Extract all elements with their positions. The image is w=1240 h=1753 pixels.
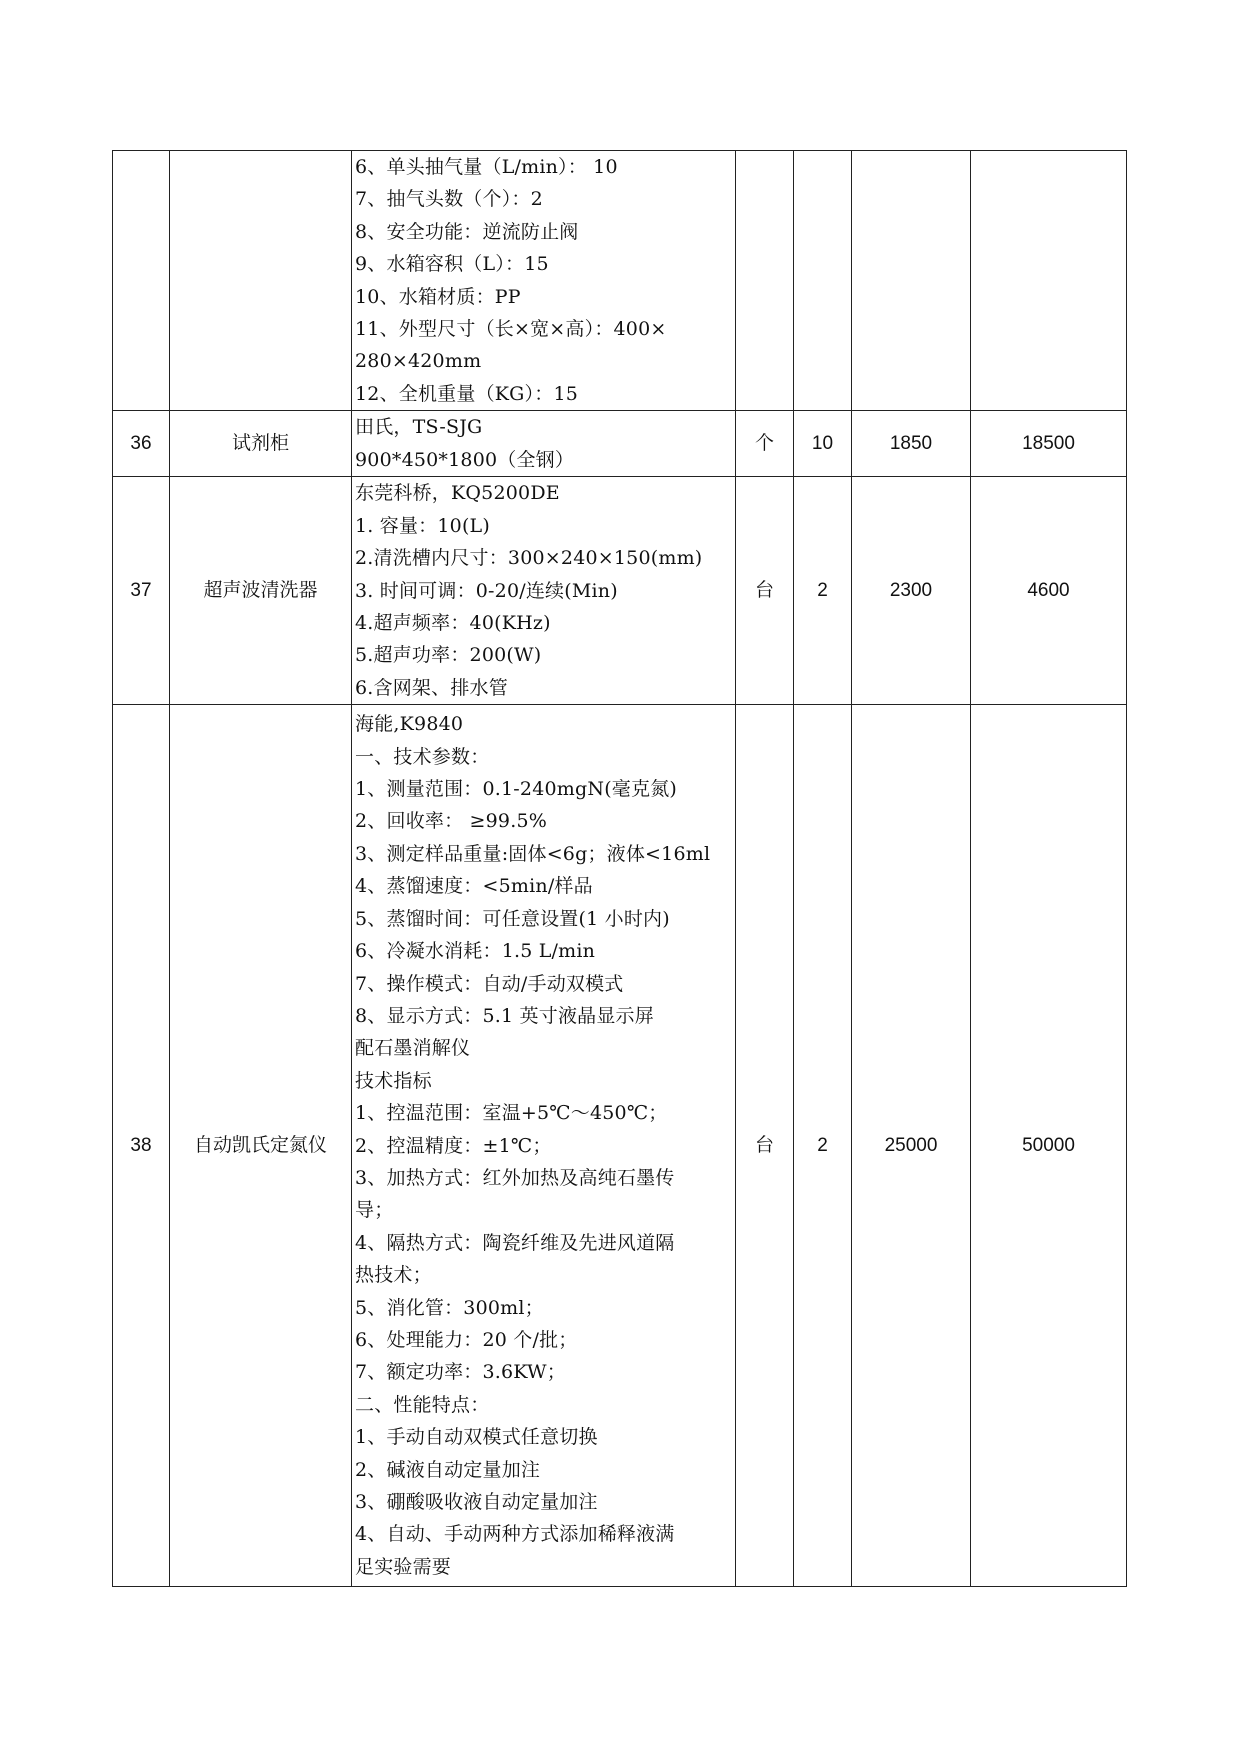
spec-line: 2、回收率： ≥99.5% [355,810,548,833]
item-name: 超声波清洗器 [170,477,352,705]
item-total-price [971,151,1127,411]
spec-line: 1、测量范围：0.1-240mgN(毫克氮) [355,778,678,801]
item-name [170,151,352,411]
spec-line: 东莞科桥，KQ5200DE [355,482,560,505]
item-quantity [794,151,852,411]
spec-line: 900*450*1800（全钢） [355,448,575,471]
spec-line: 4、隔热方式：陶瓷纤维及先进风道隔 [355,1231,675,1254]
spec-line: 4.超声频率：40(KHz) [355,611,551,634]
spec-line: 2、控温精度：±1℃； [355,1134,552,1157]
item-unit-price: 2300 [852,477,971,705]
item-spec [352,411,736,477]
item-number: 36 [113,411,170,477]
item-total-price: 18500 [971,411,1127,477]
item-unit-price: 1850 [852,411,971,477]
spec-line: 1、控温范围：室温+5℃～450℃； [355,1102,668,1125]
item-quantity: 2 [794,705,852,1587]
spec-line: 导； [355,1199,394,1222]
spec-line: 足实验需要 [355,1555,452,1578]
spec-line: 技术指标 [355,1069,432,1092]
spec-line: 12、全机重量（KG）：15 [355,382,579,405]
table-row [113,151,1127,411]
spec-line: 2、碱液自动定量加注 [355,1458,541,1481]
spec-line: 1、手动自动双模式任意切换 [355,1426,598,1449]
spec-line: 3、测定样品重量:固体<6g；液体<16ml [355,842,711,865]
table-row [113,411,1127,477]
item-spec [352,705,736,1587]
spec-line: 280×420mm [355,350,482,373]
spec-line: 7、额定功率：3.6KW； [355,1361,566,1384]
spec-line: 8、显示方式：5.1 英寸液晶显示屏 [355,1004,654,1027]
spec-line: 2.清洗槽内尺寸：300×240×150(mm) [355,547,703,570]
spec-line: 6、冷凝水消耗：1.5 L/min [355,940,596,963]
item-quantity: 2 [794,477,852,705]
item-unit: 台 [736,705,794,1587]
item-number: 38 [113,705,170,1587]
spec-line: 6、处理能力：20 个/批； [355,1328,578,1351]
spec-line: 4、自动、手动两种方式添加稀释液满 [355,1523,675,1546]
spec-line: 海能,K9840 [355,713,464,736]
spec-line: 6.含网架、排水管 [355,676,508,699]
spec-line: 10、水箱材质：PP [355,285,521,308]
spec-line: 3. 时间可调：0-20/连续(Min) [355,579,618,602]
item-unit-price [852,151,971,411]
spec-line: 11、外型尺寸（长×宽×高）：400× [355,318,667,341]
spec-line: 二、性能特点： [355,1393,490,1416]
item-spec [352,477,736,705]
equipment-spec-table [112,150,1127,1587]
spec-line: 7、抽气头数（个）：2 [355,188,543,211]
item-number: 37 [113,477,170,705]
spec-line: 一、技术参数： [355,745,490,768]
item-quantity: 10 [794,411,852,477]
item-number [113,151,170,411]
spec-line: 5、消化管：300ml； [355,1296,544,1319]
spec-line: 8、安全功能：逆流防止阀 [355,220,579,243]
item-name: 试剂柜 [170,411,352,477]
item-unit: 个 [736,411,794,477]
table-row [113,705,1127,1587]
item-total-price: 50000 [971,705,1127,1587]
table-row [113,477,1127,705]
spec-line: 9、水箱容积（L）：15 [355,253,549,276]
spec-line: 配石墨消解仪 [355,1037,471,1060]
item-unit-price: 25000 [852,705,971,1587]
spec-line: 3、硼酸吸收液自动定量加注 [355,1491,598,1514]
item-unit [736,151,794,411]
item-unit: 台 [736,477,794,705]
item-name: 自动凯氏定氮仪 [170,705,352,1587]
item-spec [352,151,736,411]
spec-line: 热技术； [355,1264,432,1287]
spec-line: 5.超声功率：200(W) [355,644,542,667]
spec-line: 4、蒸馏速度：<5min/样品 [355,875,593,898]
spec-line: 田氏，TS-SJG [355,416,483,439]
item-total-price: 4600 [971,477,1127,705]
spec-line: 1. 容量：10(L) [355,514,490,537]
spec-line: 3、加热方式：红外加热及高纯石墨传 [355,1166,675,1189]
spec-line: 7、操作模式：自动/手动双模式 [355,972,624,995]
spec-line: 5、蒸馏时间：可任意设置(1 小时内) [355,907,670,930]
spec-line: 6、单头抽气量（L/min）： 10 [355,156,618,178]
